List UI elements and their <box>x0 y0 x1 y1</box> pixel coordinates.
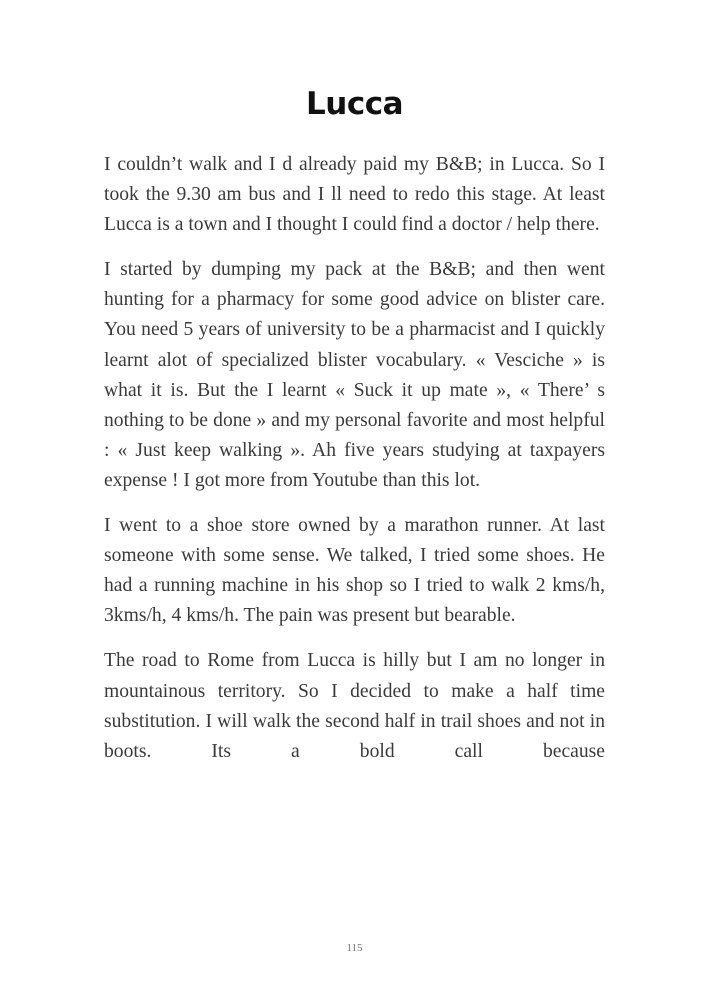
paragraph: I couldn’t walk and I d already paid my B&B; in Lucca. So I took the 9.30 am bus and I ll need to redo this stage. At least Lucca is a town and I thought I could find a doctor / help there. <box>104 154 605 236</box>
page-number: 115 <box>346 942 363 954</box>
paragraph: I started by dumping my pack at the B&B; and then went hunting for a pharmacy for some good advice on blister care. You need 5 years of university to be a pharmacist and I quickly learnt alot of specialized blister vocabulary. « Vesciche » is what it is. But the I learnt « Suck it up mate », « There’ s nothing to be done » and my personal favorite and most helpful : « Just keep walking ». Ah five years studying at taxpayers expense ! I got more from Youtube than this lot. <box>104 259 605 491</box>
paragraph: I went to a shoe store owned by a marathon runner. At last someone with some sense. We talked, I tried some shoes. He had a running machine in his shop so I tried to walk 2 kms/h, 3kms/h, 4 kms/h. The pain was present but bearable. <box>104 515 605 627</box>
body-text <box>104 150 605 782</box>
paragraph: The road to Rome from Lucca is hilly but I am no longer in mountainous territory. So I decided to make a half time substitution. I will walk the second half in trail shoes and not in boots. Its a bold call because <box>104 650 605 762</box>
page-title: Lucca <box>306 86 403 122</box>
